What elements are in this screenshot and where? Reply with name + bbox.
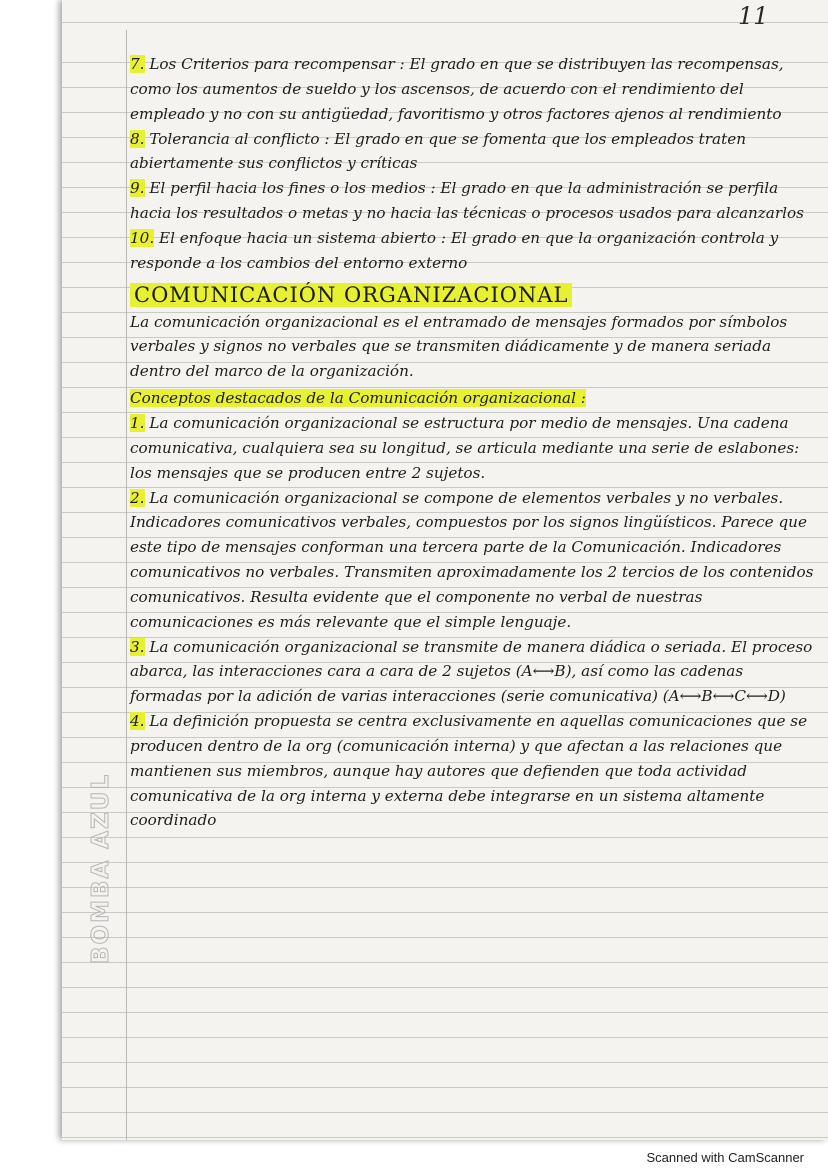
- item-marker: 7.: [130, 55, 145, 73]
- concept-body: La comunicación organizacional se compone de elementos verbales y no verbales. Indicadores comunicativos verbales, compuestos por los signos lingüísticos. Parece que este tipo de mensajes conforman una tercera parte de la Comunicación. Indicadores comunicativos no verbales. Transmiten aproximadamente los 2 tercios de los contenidos comunicativos. Resulta evidente que el componente no verbal de nuestras comunicaciones es más relevante que el simple lenguaje.: [130, 488, 814, 631]
- subheading: Conceptos destacados de la Comunicación organizacional :: [130, 389, 586, 408]
- concept-3: [130, 635, 820, 710]
- intro-paragraph: La comunicación organizacional es el entramado de mensajes formados por símbolos verbales y signos no verbales que se transmiten diádicamente y de manera seriada dentro del marco de la organización.: [130, 312, 788, 381]
- item-marker: 9.: [130, 179, 145, 198]
- concept-2: [130, 486, 820, 635]
- item-body: El grado en que se fomenta que los empleados traten abiertamente sus conflictos y críticas: [130, 129, 746, 173]
- item-body: El grado en que la administración se perfila hacia los resultados o metas y no hacia las técnicas o procesos usados para alcanzarlos: [130, 179, 804, 223]
- margin-line: [126, 30, 127, 1140]
- concept-4: [130, 709, 820, 833]
- concept-marker: 2.: [130, 488, 145, 507]
- concept-body: La comunicación organizacional se estructura por medio de mensajes. Una cadena comunicativa, cualquiera sea su longitud, se articula mediante una serie de eslabones: los mensajes que se producen entre 2 sujetos.: [130, 413, 800, 482]
- section-heading: COMUNICACIÓN ORGANIZACIONAL: [130, 280, 820, 310]
- page-number: 11: [738, 2, 769, 30]
- item-8: [130, 127, 820, 177]
- page-text: [130, 52, 820, 833]
- notebook-page: [62, 0, 828, 1140]
- concept-body: La definición propuesta se centra exclusivamente en aquellas comunicaciones que se producen dentro de la org (comunicación interna) y que afectan a las relaciones que mantienen sus miembros, aunque hay autores que defienden que toda actividad comunicativa de la org interna y externa debe integrarse en un sistema altamente coordinado: [130, 712, 808, 830]
- item-title: Los Criterios para recompensar :: [149, 55, 405, 73]
- item-7: [130, 52, 820, 127]
- concept-body: La comunicación organizacional se transmite de manera diádica o seriada. El proceso abarca, las interacciones cara a cara de 2 sujetos (A⟷B), así como las cadenas formadas por la adición de varias interacciones (serie comunicativa) (A⟷B⟷C⟷D): [130, 637, 813, 706]
- item-body: El grado en que se distribuyen las recompensas, como los aumentos de sueldo y los ascensos, de acuerdo con el rendimiento del empleado y no con su antigüedad, favoritismo y otros factores ajenos al rendimiento: [130, 55, 784, 123]
- concept-marker: 3.: [130, 637, 145, 656]
- concept-marker: 4.: [130, 712, 145, 731]
- item-body: El grado en que la organización controla y responde a los cambios del entorno externo: [130, 228, 779, 272]
- item-title: El perfil hacia los fines o los medios :: [149, 179, 436, 198]
- item-title: Tolerancia al conflicto :: [149, 129, 330, 148]
- scanner-footer: Scanned with CamScanner: [646, 1150, 804, 1165]
- item-title: El enfoque hacia un sistema abierto :: [158, 228, 446, 247]
- concept-marker: 1.: [130, 413, 145, 432]
- item-marker: 10.: [130, 228, 155, 247]
- item-9: [130, 176, 820, 226]
- concept-1: [130, 411, 820, 486]
- brand-text: BOMBA AZUL: [88, 772, 114, 964]
- item-10: [130, 226, 820, 276]
- item-marker: 8.: [130, 129, 145, 148]
